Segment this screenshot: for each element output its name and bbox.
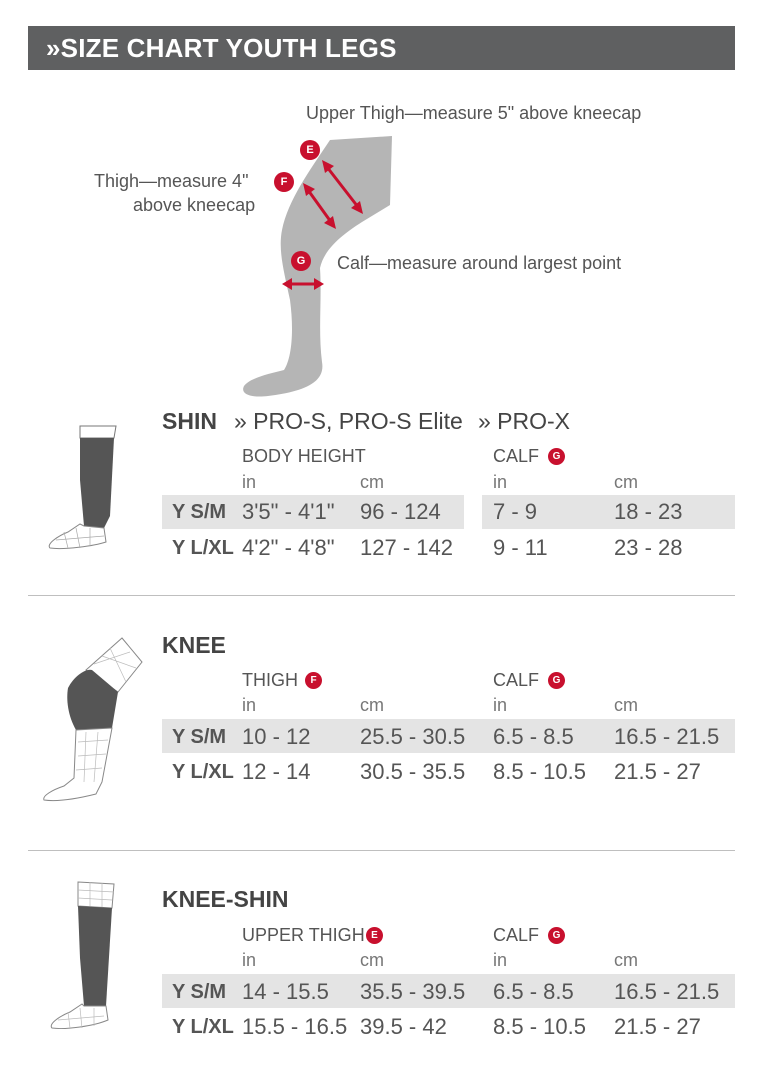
- shin-calf-header: CALF: [493, 446, 540, 466]
- badge-f-icon: F: [274, 172, 294, 192]
- table-cell: 10 - 12: [242, 724, 311, 749]
- table-cell: 7 - 9: [493, 499, 538, 524]
- table-cell: 25.5 - 30.5: [360, 724, 466, 749]
- badge-e-icon: E: [366, 927, 383, 944]
- badge-g-icon: G: [291, 251, 311, 271]
- table-cell: 30.5 - 35.5: [360, 759, 466, 784]
- leg-silhouette-icon: [0, 0, 763, 420]
- badge-e-icon: E: [300, 140, 320, 160]
- size-label: Y S/M: [172, 981, 227, 1003]
- knee-unit-in-2: in: [493, 695, 508, 715]
- badge-f-icon: F: [305, 672, 322, 689]
- knee-title: KNEE: [162, 632, 226, 658]
- thigh-annotation-line2: above kneecap: [133, 195, 256, 215]
- shin-title: SHIN: [162, 408, 217, 434]
- table-cell: 9 - 11: [493, 535, 548, 560]
- table-cell: 35.5 - 39.5: [360, 979, 466, 1004]
- knee-calf-header: CALF: [493, 670, 540, 690]
- shin-unit-in-1: in: [242, 472, 257, 492]
- table-cell: 18 - 23: [614, 499, 683, 524]
- table-cell: 16.5 - 21.5: [614, 724, 720, 749]
- knee-shin-guard-icon: [46, 878, 126, 1048]
- size-label: Y L/XL: [172, 537, 234, 559]
- badge-g-icon: G: [548, 927, 565, 944]
- knee-guard-icon: [40, 632, 150, 812]
- shin-unit-cm-2: cm: [614, 472, 638, 492]
- knee-unit-in-1: in: [242, 695, 257, 715]
- knee-unit-cm-1: cm: [360, 695, 384, 715]
- knee-shin-calf-header: CALF: [493, 925, 540, 945]
- table-cell: 4'2" - 4'8": [242, 535, 335, 560]
- shin-unit-cm-1: cm: [360, 472, 384, 492]
- shin-product-b: » PRO-X: [478, 408, 571, 434]
- calf-annotation: Calf—measure around largest point: [337, 253, 622, 273]
- table-cell: 12 - 14: [242, 759, 311, 784]
- shin-body-height-header: BODY HEIGHT: [242, 446, 366, 466]
- badge-g-icon: G: [548, 672, 565, 689]
- knee-shin-unit-cm-1: cm: [360, 950, 384, 970]
- table-cell: 127 - 142: [360, 535, 453, 560]
- shin-product-a: » PRO-S, PRO-S Elite: [234, 408, 463, 434]
- table-cell: 6.5 - 8.5: [493, 979, 574, 1004]
- size-label: Y S/M: [172, 501, 227, 523]
- knee-shin-unit-cm-2: cm: [614, 950, 638, 970]
- size-label: Y S/M: [172, 726, 227, 748]
- section-divider: [28, 595, 735, 596]
- knee-shin-unit-in-2: in: [493, 950, 508, 970]
- table-cell: 16.5 - 21.5: [614, 979, 720, 1004]
- table-cell: 3'5" - 4'1": [242, 499, 335, 524]
- table-cell: 39.5 - 42: [360, 1014, 447, 1039]
- table-cell: 23 - 28: [614, 535, 683, 560]
- thigh-annotation-line1: Thigh—measure 4": [94, 171, 249, 191]
- knee-thigh-header: THIGH: [242, 670, 298, 690]
- table-cell: 6.5 - 8.5: [493, 724, 574, 749]
- table-cell: 96 - 124: [360, 499, 441, 524]
- page-title: »SIZE CHART YOUTH LEGS: [28, 26, 735, 70]
- upper-thigh-annotation: Upper Thigh—measure 5" above kneecap: [306, 103, 642, 123]
- knee-shin-upper-thigh-header: UPPER THIGH: [242, 925, 365, 945]
- size-label: Y L/XL: [172, 761, 234, 783]
- table-cell: 21.5 - 27: [614, 1014, 701, 1039]
- section-divider: [28, 850, 735, 851]
- shin-guard-icon: [44, 420, 124, 556]
- table-cell: 8.5 - 10.5: [493, 759, 586, 784]
- badge-g-icon: G: [548, 448, 565, 465]
- knee-shin-unit-in-1: in: [242, 950, 257, 970]
- knee-shin-title: KNEE-SHIN: [162, 886, 289, 912]
- table-cell: 8.5 - 10.5: [493, 1014, 586, 1039]
- table-cell: 14 - 15.5: [242, 979, 329, 1004]
- shin-unit-in-2: in: [493, 472, 508, 492]
- table-cell: 15.5 - 16.5: [242, 1014, 348, 1039]
- size-label: Y L/XL: [172, 1016, 234, 1038]
- knee-unit-cm-2: cm: [614, 695, 638, 715]
- table-cell: 21.5 - 27: [614, 759, 701, 784]
